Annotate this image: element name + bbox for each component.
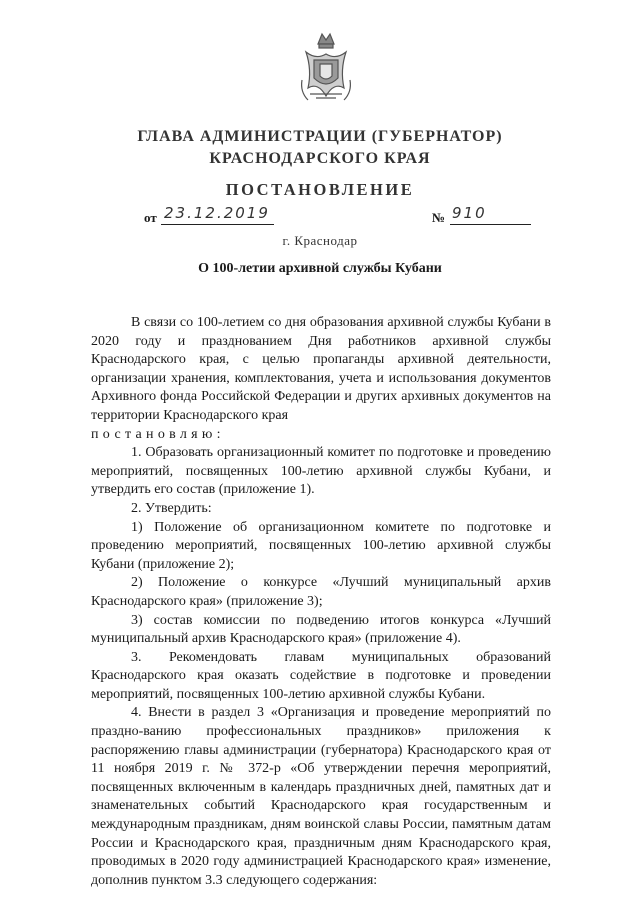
number-underline (450, 224, 531, 225)
decree-number: 910 (452, 204, 487, 222)
intro-paragraph: В связи со 100-летием со дня образования архивной службы Кубани в 2020 году и празднованием Дня работников архивной службы Краснодарского края, с целью пропаганды архивной деятельности, организации хранения, комплектования, учета и использования документов Архивного фонда Российской Федерации и других архивных документов на территории Краснодарского края (91, 315, 551, 423)
number-label: № (432, 210, 446, 225)
paragraph-2-item-1: 1) Положение об организационном комитете по подготовке и проведению мероприятий, посвященных 100-летию архивной службы Кубани (приложение 2); (91, 519, 551, 572)
decree-body (91, 314, 551, 890)
document-type: ПОСТАНОВЛЕНИЕ (225, 180, 415, 199)
date-underline (161, 224, 274, 225)
paragraph-2: 2. Утвердить: (131, 500, 212, 516)
paragraph-2-item-2: 2) Положение о конкурсе «Лучший муниципальный архив Краснодарского края» (приложение 3); (91, 575, 551, 609)
resolve-word: постановляю: (91, 426, 225, 442)
authority-title-line1: ГЛАВА АДМИНИСТРАЦИИ (ГУБЕРНАТОР) (137, 128, 503, 145)
authority-title-line2: КРАСНОДАРСКОГО КРАЯ (209, 150, 431, 167)
paragraph-2-item-3: 3) состав комиссии по подведению итогов конкурса «Лучший муниципальный архив Краснодарского края» (приложение 4). (91, 612, 551, 647)
decree-title: О 100-летии архивной службы Кубани (198, 261, 442, 276)
paragraph-3: 3. Рекомендовать главам муниципальных образований Краснодарского края оказать содействие в подготовке и проведении мероприятий, посвященных 100-летию архивной службы Кубани. (91, 649, 551, 702)
decree-date: 23.12.2019 (164, 204, 270, 222)
date-label: от (144, 210, 157, 225)
paragraph-4: 4. Внести в раздел 3 «Организация и проведение мероприятий по праздно-ванию профессиональных праздников» приложения к распоряжению главы администрации (губернатора) Краснодарского края от 11 ноября 2019 г. № 372-р «Об утверждении перечня мероприятий, посвященных включенным в календарь праздничных дней, памятных дат и знаменательных событий Краснодарского края государственным и международным праздникам, дням воинской славы России, памятным датам России и Краснодарского края, праздничным дням Краснодарского края, проводимых в 2020 году администрацией Краснодарского края» изменение, дополнив пунктом 3.3 следующего содержания: (91, 705, 551, 888)
paragraph-1: 1. Образовать организационный комитет по подготовке и проведению мероприятий, посвященных 100-летию архивной службы Кубани, и утвердить его состав (приложение 1). (91, 445, 551, 498)
krasnodar-coat-of-arms-icon (298, 30, 354, 106)
city-line: г. Краснодар (282, 233, 358, 248)
